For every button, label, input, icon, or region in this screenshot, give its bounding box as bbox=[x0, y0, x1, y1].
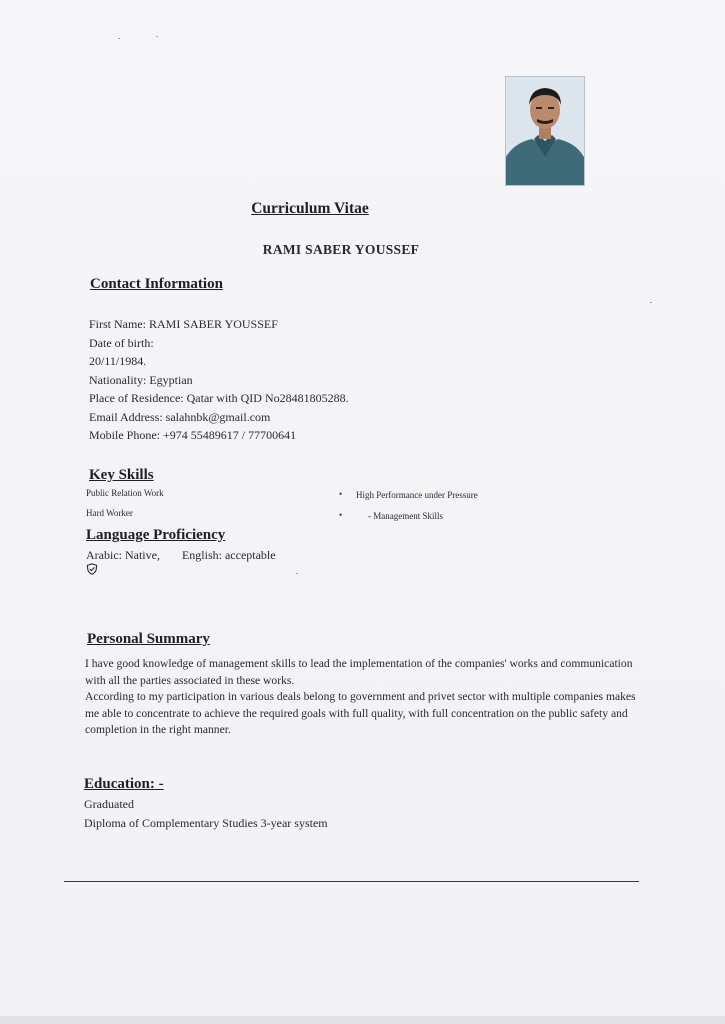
education-line: Graduated bbox=[84, 797, 134, 811]
scan-speck bbox=[118, 38, 120, 39]
contact-heading: Contact Information bbox=[90, 276, 223, 292]
language-arabic: Arabic: Native, bbox=[86, 548, 160, 562]
skills-heading: Key Skills bbox=[89, 467, 154, 483]
skill-item: High Performance under Pressure bbox=[356, 490, 478, 500]
language-english: English: acceptable bbox=[181, 548, 276, 562]
contact-details bbox=[89, 315, 349, 445]
candidate-name: RAMI SABER YOUSSEF bbox=[262, 242, 420, 257]
language-heading: Language Proficiency bbox=[86, 527, 226, 543]
contact-email: Email Address: salahnbk@gmail.com bbox=[89, 409, 271, 424]
portrait-photo bbox=[505, 76, 585, 186]
skill-item: - Management Skills bbox=[368, 511, 443, 521]
portrait-image bbox=[506, 77, 584, 185]
bullet-icon: • bbox=[339, 510, 343, 520]
footer-divider bbox=[64, 881, 639, 882]
scan-speck bbox=[650, 302, 652, 303]
scan-speck bbox=[296, 573, 298, 574]
summary-paragraph: According to my participation in various deals belong to government and privet sector with multiple companies makes me able to concentrate to achieve the required goals with full quality, with full concentration on the public safety and completion in the right manner. bbox=[85, 690, 636, 736]
summary-paragraph: I have good knowledge of management skills to lead the implementation of the companies' works and communication with all the parties associated in these works. bbox=[85, 657, 633, 687]
summary-heading: Personal Summary bbox=[87, 631, 210, 647]
education-details bbox=[84, 795, 328, 833]
language-line bbox=[86, 548, 276, 563]
summary-text bbox=[85, 656, 645, 739]
shield-check-icon bbox=[86, 562, 98, 574]
education-line: Diploma of Complementary Studies 3-year system bbox=[84, 816, 328, 830]
contact-dob-value: 20/11/1984. bbox=[89, 354, 147, 368]
contact-mobile: Mobile Phone: +974 55489617 / 77700641 bbox=[89, 428, 297, 442]
contact-residence: Place of Residence: Qatar with QID No28481805288. bbox=[89, 391, 349, 405]
contact-dob-label: Date of birth: bbox=[89, 335, 154, 350]
skill-item: Public Relation Work bbox=[86, 488, 164, 498]
contact-first-name: First Name: RAMI SABER YOUSSEF bbox=[89, 317, 278, 331]
skill-item: Hard Worker bbox=[86, 508, 133, 518]
contact-nationality: Nationality: Egyptian bbox=[89, 372, 193, 387]
bullet-icon: • bbox=[339, 489, 343, 499]
document-title: Curriculum Vitae bbox=[251, 200, 369, 217]
scan-edge bbox=[0, 1016, 725, 1024]
education-heading: Education: - bbox=[84, 776, 164, 792]
scan-speck bbox=[156, 36, 158, 37]
